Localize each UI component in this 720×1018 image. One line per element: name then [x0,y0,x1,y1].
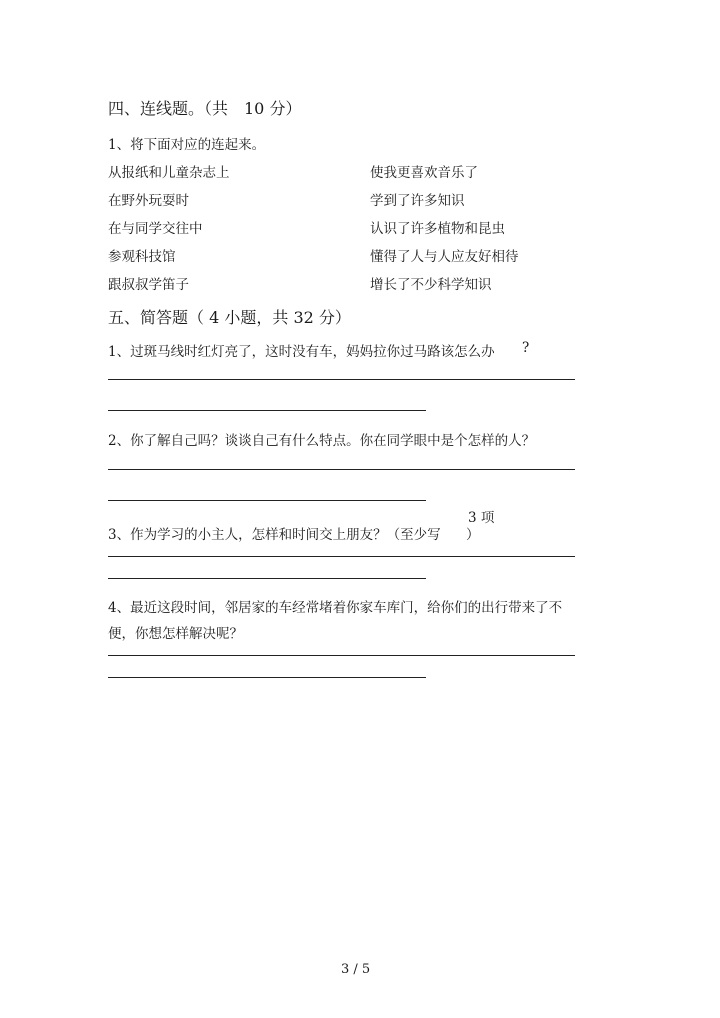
left-item-4: 参观科技馆 [108,249,176,265]
question-5-1: 1、过斑马线时红灯亮了，这时没有车，妈妈拉你过马路该怎么办 [108,344,495,360]
page-number: 3 / 5 [341,962,371,977]
left-item-1: 从报纸和儿童杂志上 [108,165,230,181]
answer-line [108,556,575,557]
answer-line [108,469,575,470]
question-5-1-mark: ? [522,340,530,356]
left-item-3: 在与同学交往中 [108,221,203,237]
left-item-5: 跟叔叔学笛子 [108,277,189,293]
question-5-3-count: 3 项 [468,510,495,526]
answer-line [108,655,575,656]
question-5-4-line-1: 4、最近这段时间，邻居家的车经常堵着你家车库门，给你们的出行带来了不 [108,600,563,616]
answer-line [108,677,426,678]
right-item-5: 增长了不少科学知识 [370,277,492,293]
question-4-1: 1、将下面对应的连起来。 [108,137,266,153]
answer-line [108,500,426,501]
question-5-3: 3、作为学习的小主人，怎样和时间交上朋友？（至少写 [108,527,441,543]
answer-line [108,379,575,380]
question-5-2: 2、你了解自己吗？谈谈自己有什么特点。你在同学眼中是个怎样的人？ [108,433,536,449]
right-item-1: 使我更喜欢音乐了 [370,165,478,181]
right-item-2: 学到了许多知识 [370,193,465,209]
section-5-title: 五、简答题（ 4 小题，共 32 分） [108,308,351,327]
question-5-3-close: ） [466,527,480,543]
question-5-4-line-2: 便，你想怎样解决呢？ [108,626,243,642]
right-item-3: 认识了许多植物和昆虫 [370,221,505,237]
right-item-4: 懂得了人与人应友好相待 [370,249,519,265]
section-4-title: 四、连线题。（共 10 分） [108,99,302,118]
answer-line [108,578,426,579]
left-item-2: 在野外玩耍时 [108,193,189,209]
answer-line [108,410,426,411]
